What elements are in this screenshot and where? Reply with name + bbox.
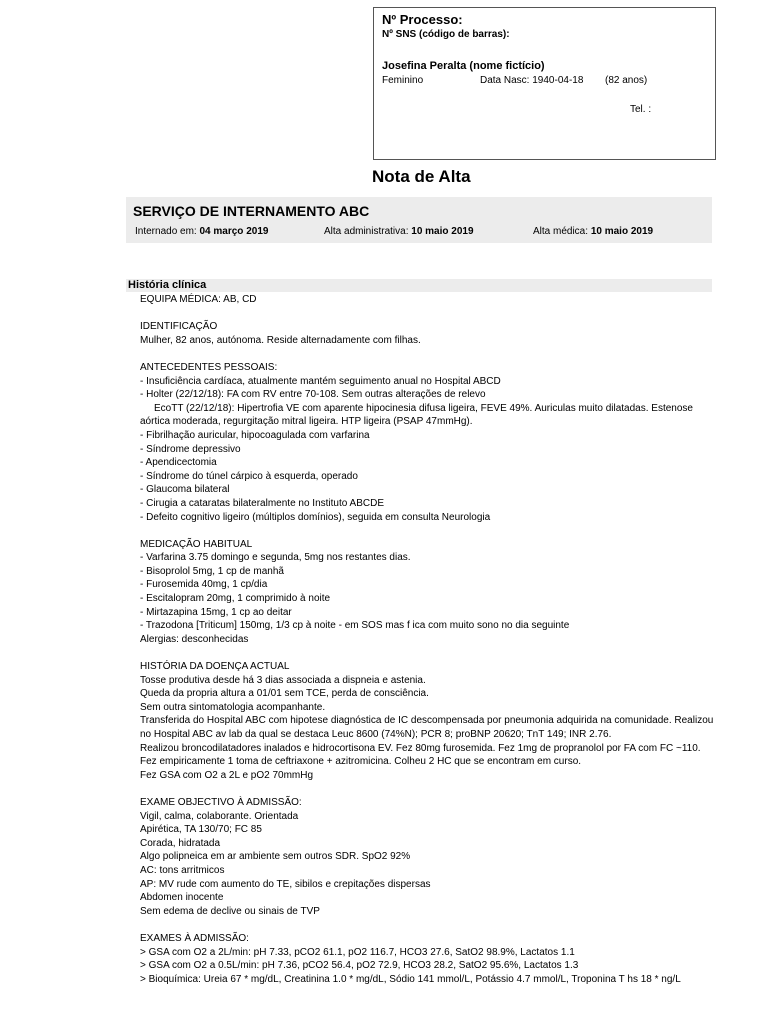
history-line: EQUIPA MÉDICA: AB, CD <box>140 294 257 305</box>
patient-name: Josefina Peralta (nome fictício) <box>382 60 545 72</box>
history-line: MEDICAÇÃO HABITUAL <box>140 538 253 550</box>
blank-line <box>140 918 715 932</box>
history-line: AP: MV rude com aumento do TE, sibilos e crepitações dispersas <box>140 878 431 890</box>
history-line: Algo polipneica em ar ambiente sem outros SDR. SpO2 92% <box>140 851 411 863</box>
history-line: Tosse produtiva desde há 3 dias associada a dispneia e astenia. <box>140 674 426 686</box>
history-line: - Síndrome depressivo <box>140 443 241 455</box>
history-section-header <box>126 279 712 292</box>
process-number-label: Nº Processo: <box>382 12 463 27</box>
history-line: > Bioquímica: Ureia 67 * mg/dL, Creatinina 1.0 * mg/dL, Sódio 141 mmol/L, Potássio 4.7 mmol/L, Troponina T hs 18 * ng/L <box>140 973 681 985</box>
history-line: - Cirugia a cataratas bilateralmente no Instituto ABCDE <box>140 497 385 509</box>
service-name: SERVIÇO DE INTERNAMENTO ABC <box>133 203 370 219</box>
blank-line <box>140 782 715 796</box>
history-line: > GSA com O2 a 2L/min: pH 7.33, pCO2 61.1, pO2 116.7, HCO3 27.6, SatO2 98.9%, Lactatos 1.1 <box>140 946 575 958</box>
history-line: AC: tons arritmicos <box>140 864 225 876</box>
history-line: IDENTIFICAÇÃO <box>140 321 218 333</box>
birth-date-label: Data Nasc: <box>480 75 530 86</box>
medical-discharge-date: 10 maio 2019 <box>590 226 654 237</box>
admin-discharge-date: 10 maio 2019 <box>411 226 474 237</box>
history-line: Sem edema de declive ou sinais de TVP <box>140 905 320 917</box>
history-line: > GSA com O2 a 0.5L/min: pH 7.36, pCO2 56.4, pO2 72.9, HCO3 28.2, SatO2 95.6%, Lactatos 1.3 <box>140 960 579 972</box>
history-line: EXAMES À ADMISSÃO: <box>140 932 249 944</box>
history-line: Fez empiricamente 1 toma de ceftriaxone + azitromicina. Colheu 2 HC que se encontram em curso. <box>140 756 582 768</box>
history-line: - Apendicectomia <box>140 457 217 469</box>
history-line: - Holter (22/12/18): FA com RV entre 70-108. Sem outras alterações de relevo <box>140 389 486 401</box>
history-line: ANTECEDENTES PESSOAIS: <box>140 361 278 373</box>
document-title: Nota de Alta <box>372 167 471 186</box>
history-title: História clínica <box>128 279 207 291</box>
history-line: - Glaucoma bilateral <box>140 484 230 496</box>
history-line: - Bisoprolol 5mg, 1 cp de manhã <box>140 565 284 577</box>
history-line: no Hospital ABC av lab da qual se destaca Leuc 8600 (74%N); PCR 8; proBNP 20620; TnT 149; INR 2.76. <box>140 729 612 740</box>
history-line: Mulher, 82 anos, autónoma. Reside alternadamente com filhas. <box>140 334 421 346</box>
history-line: Alergias: desconhecidas <box>140 633 249 645</box>
birth-date-value: 1940-04-18 <box>532 75 584 86</box>
patient-sex: Feminino <box>382 75 424 86</box>
blank-line <box>140 524 715 538</box>
history-line: Abdomen inocente <box>140 892 224 904</box>
blank-line <box>140 347 715 361</box>
history-line: Sem outra sintomatologia acompanhante. <box>140 701 326 713</box>
history-line: - Síndrome do túnel cárpico à esquerda, operado <box>140 470 358 482</box>
history-body <box>140 293 715 986</box>
history-line: - Furosemida 40mg, 1 cp/dia <box>140 579 268 591</box>
history-line: Realizou broncodilatadores inalados e hidrocortisona EV. Fez 80mg furosemida. Fez 1mg de propranolol por FA com FC ~110. <box>140 742 701 754</box>
history-line: EXAME OBJECTIVO À ADMISSÃO: <box>140 796 302 808</box>
patient-info-box <box>373 7 716 160</box>
history-line: HISTÓRIA DA DOENÇA ACTUAL <box>140 661 290 673</box>
history-line: Apirética, TA 130/70; FC 85 <box>140 824 262 836</box>
admin-discharge-field <box>324 226 474 237</box>
history-line: - Mirtazapina 15mg, 1 cp ao deitar <box>140 606 292 618</box>
history-line: - Fibrilhação auricular, hipocoagulada com varfarina <box>140 429 370 441</box>
patient-age: (82 anos) <box>605 75 648 86</box>
history-line: - Trazodona [Triticum] 150mg, 1/3 cp à noite - em SOS mas f ica com muito sono no dia seguinte <box>140 620 570 632</box>
history-line: aórtica moderada, regurgitação mitral ligeira. HTP ligeira (PSAP 47mmHg). <box>140 416 473 428</box>
history-line: Queda da propria altura a 01/01 sem TCE, perda de consciência. <box>140 688 429 700</box>
blank-line <box>140 307 715 321</box>
admission-date: 04 março 2019 <box>199 226 269 237</box>
admission-date-field <box>135 226 268 237</box>
history-line: - Defeito cognitivo ligeiro (múltiplos domínios), seguida em consulta Neurologia <box>140 511 491 523</box>
service-header <box>126 197 712 243</box>
sns-label: Nº SNS (código de barras): <box>382 29 510 40</box>
history-line: Fez GSA com O2 a 2L e pO2 70mmHg <box>140 769 314 781</box>
phone-label: Tel. : <box>630 104 652 115</box>
history-line: - Escitalopram 20mg, 1 comprimido à noite <box>140 593 331 605</box>
history-line: Vigil, calma, colaborante. Orientada <box>140 810 299 822</box>
history-line: Transferida do Hospital ABC com hipotese diagnóstica de IC descompensada por pneumonia adquirida na comunidade. Realizou <box>140 715 714 727</box>
history-line: Corada, hidratada <box>140 837 221 849</box>
history-line: - Insuficiência cardíaca, atualmente mantém seguimento anual no Hospital ABCD <box>140 375 501 387</box>
medical-discharge-field <box>533 226 653 237</box>
admin-discharge-label: Alta administrativa: <box>324 226 409 237</box>
blank-line <box>140 646 715 660</box>
medical-discharge-label: Alta médica: <box>533 226 589 237</box>
admission-label: Internado em: <box>135 226 197 237</box>
history-line: EcoTT (22/12/18): Hipertrofia VE com aparente hipocinesia difusa ligeira, FEVE 49%. Auriculas muito dilatadas. Estenose <box>154 402 693 414</box>
birth-date-field <box>480 75 583 86</box>
history-line: - Varfarina 3.75 domingo e segunda, 5mg nos restantes dias. <box>140 552 411 564</box>
